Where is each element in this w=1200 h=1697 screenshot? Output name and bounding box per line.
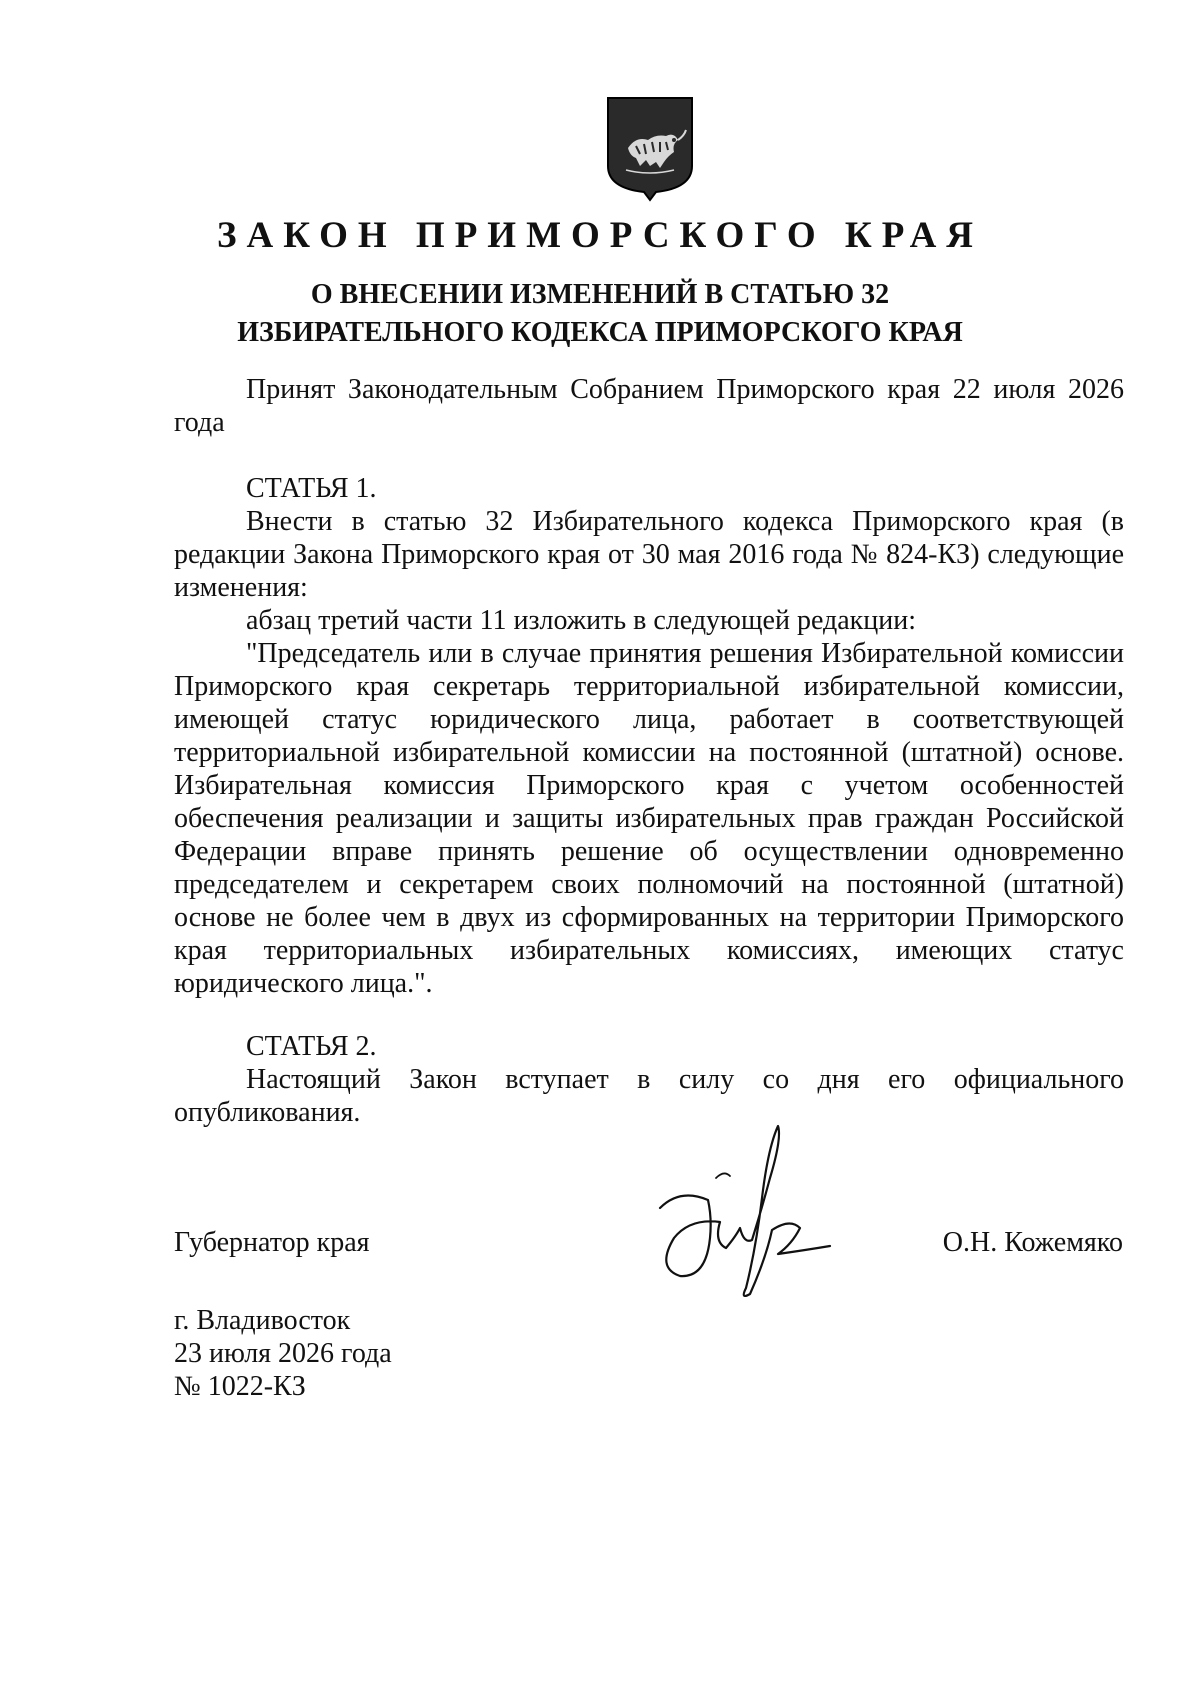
law-number: № 1022-КЗ bbox=[174, 1371, 306, 1402]
article-2-heading: СТАТЬЯ 2. bbox=[246, 1031, 377, 1062]
signatory-position: Губернатор края bbox=[174, 1227, 370, 1258]
article-2-text: Настоящий Закон вступает в силу со дня его официального опубликования. bbox=[174, 1064, 1124, 1128]
law-subtitle bbox=[0, 276, 1200, 352]
issue-place: г. Владивосток bbox=[174, 1305, 351, 1336]
article-1 bbox=[174, 472, 1124, 1000]
signatory-name: О.Н. Кожемяко bbox=[942, 1227, 1123, 1258]
article-2 bbox=[174, 1030, 1124, 1129]
law-title: ЗАКОН ПРИМОРСКОГО КРАЯ bbox=[216, 215, 984, 256]
coat-of-arms-icon bbox=[606, 96, 694, 202]
article-1-intro: Внести в статью 32 Избирательного кодекса Приморского края (в редакции Закона Приморского края от 30 мая 2016 года № 824-КЗ) следующие изменения: bbox=[174, 506, 1124, 603]
article-1-quote: "Председатель или в случае принятия решения Избирательной комиссии Приморского края секретарь территориальной избирательной комиссии, имеющей статус юридического лица, работает в соответствующей территориальной избирательной комиссии на постоянной (штатной) основе. Избирательная комиссия Приморского края с учетом особенностей обеспечения реализации и защиты избирательных прав граждан Российской Федерации вправе принять решение об осуществлении одновременно председателем и секретарем своих полномочий на постоянной (штатной) основе не более чем в двух из сформированных на территории Приморского края территориальных избирательных комиссиях, имеющих статус юридического лица.". bbox=[174, 638, 1124, 999]
subtitle-line-2: ИЗБИРАТЕЛЬНОГО КОДЕКСА ПРИМОРСКОГО КРАЯ bbox=[237, 317, 963, 348]
issue-date: 23 июля 2026 года bbox=[174, 1338, 392, 1369]
adoption-note-block bbox=[174, 373, 1124, 439]
signature bbox=[650, 1118, 840, 1303]
article-1-clause: абзац третий части 11 изложить в следующей редакции: bbox=[246, 605, 917, 636]
adoption-note: Принят Законодательным Собранием Приморского края 22 июля 2026 года bbox=[174, 374, 1124, 438]
issue-details bbox=[174, 1304, 392, 1403]
subtitle-line-1: О ВНЕСЕНИИ ИЗМЕНЕНИЙ В СТАТЬЮ 32 bbox=[310, 279, 890, 310]
article-1-heading: СТАТЬЯ 1. bbox=[246, 473, 377, 504]
